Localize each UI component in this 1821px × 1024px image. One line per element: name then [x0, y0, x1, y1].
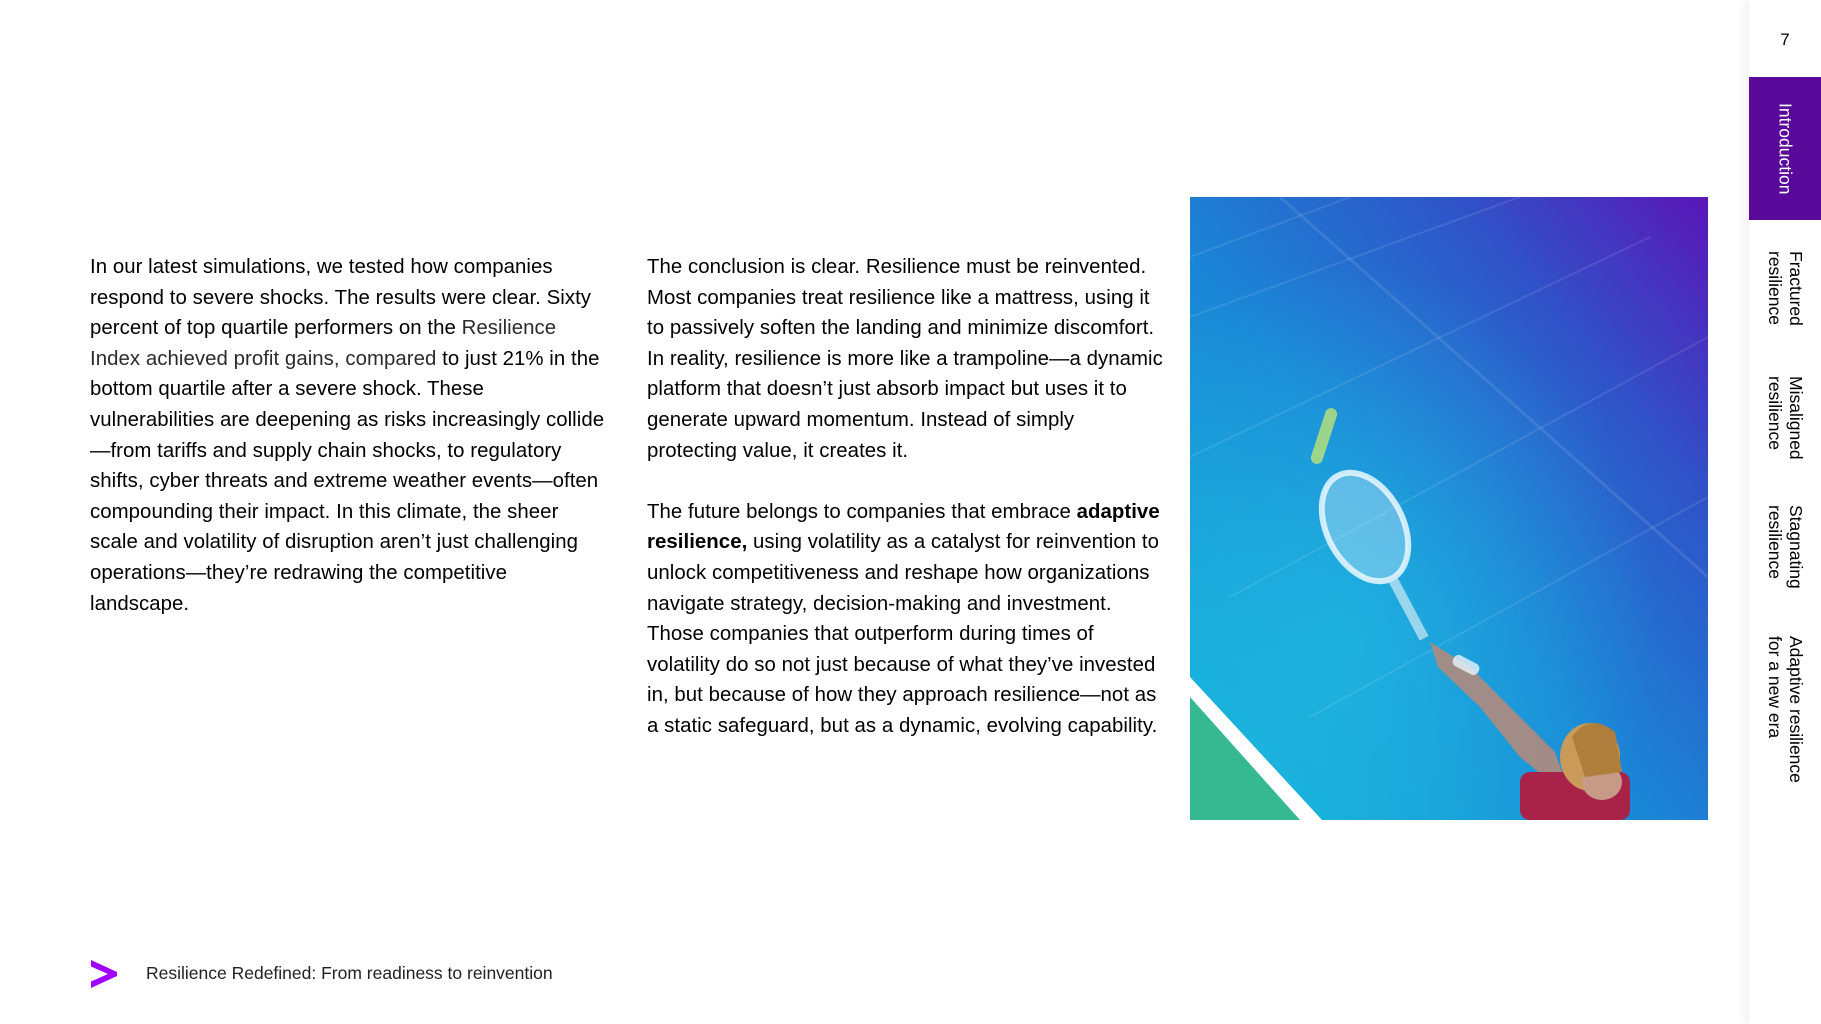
future-paragraph — [647, 497, 1167, 742]
body-column-middle — [647, 252, 1167, 742]
intro-paragraph — [90, 252, 610, 619]
intro-text-end: to just 21% in the bottom quartile after a severe shock. These vulnerabilities are deepening as risks increasingly collide—from tariffs and supply chain shocks, to regulatory shifts, cyber threats and extreme weather events—often compounding their impact. In this climate, the sheer scale and volatility of disruption aren’t just challenging operations—they’re redrawing the competitive landscape. — [90, 347, 605, 615]
page-number: 7 — [1780, 30, 1790, 49]
nav-tab-misaligned-resilience[interactable] — [1749, 365, 1821, 470]
future-text-intro: The future belongs to companies that embrace — [647, 500, 1071, 523]
nav-tab-adaptive-resilience[interactable] — [1749, 622, 1821, 797]
nav-tab-label: Adaptive resilience for a new era — [1765, 636, 1806, 783]
adaptive-resilience-term: adaptive resilience, — [647, 500, 1160, 554]
body-column-left — [90, 252, 610, 619]
resilience-index-link[interactable]: Resilience Index achieved profit gains, compared — [90, 317, 557, 370]
nav-tab-introduction[interactable] — [1749, 77, 1821, 220]
nav-tab-fractured-resilience[interactable] — [1749, 238, 1821, 338]
nav-tab-label: Stagnating resilience — [1765, 504, 1806, 589]
conclusion-paragraph: The conclusion is clear. Resilience must be reinvented. Most companies treat resilience like a mattress, using it to passively soften the landing and minimize discomfort. In reality, resilience is more like a trampoline—a dynamic platform that doesn’t just absorb impact but uses it to generate upward momentum. Instead of simply protecting value, it creates it. — [647, 256, 1163, 462]
nav-tab-label: Fractured resilience — [1765, 250, 1806, 326]
intro-text-start: In our latest simulations, we tested how companies respond to severe shocks. The results were clear. Sixty percent of top quartile performers on the — [90, 256, 592, 340]
nav-tab-stagnating-resilience[interactable] — [1749, 494, 1821, 599]
report-title-footer: Resilience Redefined: From readiness to reinvention — [146, 963, 553, 983]
nav-tab-label: Misaligned resilience — [1765, 375, 1806, 460]
accenture-logo-icon — [91, 960, 117, 988]
tennis-image-illustration — [1190, 197, 1708, 820]
future-text-rest: using volatility as a catalyst for reinvention to unlock competitiveness and reshape how organizations navigate strategy, decision-making and investment. Those companies that outperform during times of volatility do so not just because of what they’ve invested in, but because of how they approach resilience—not as a static safeguard, but as a dynamic, evolving capability. — [647, 531, 1159, 737]
section-navigation — [1749, 0, 1821, 1024]
nav-tab-label: Introduction — [1775, 102, 1796, 195]
tennis-player-photo — [1190, 197, 1708, 820]
